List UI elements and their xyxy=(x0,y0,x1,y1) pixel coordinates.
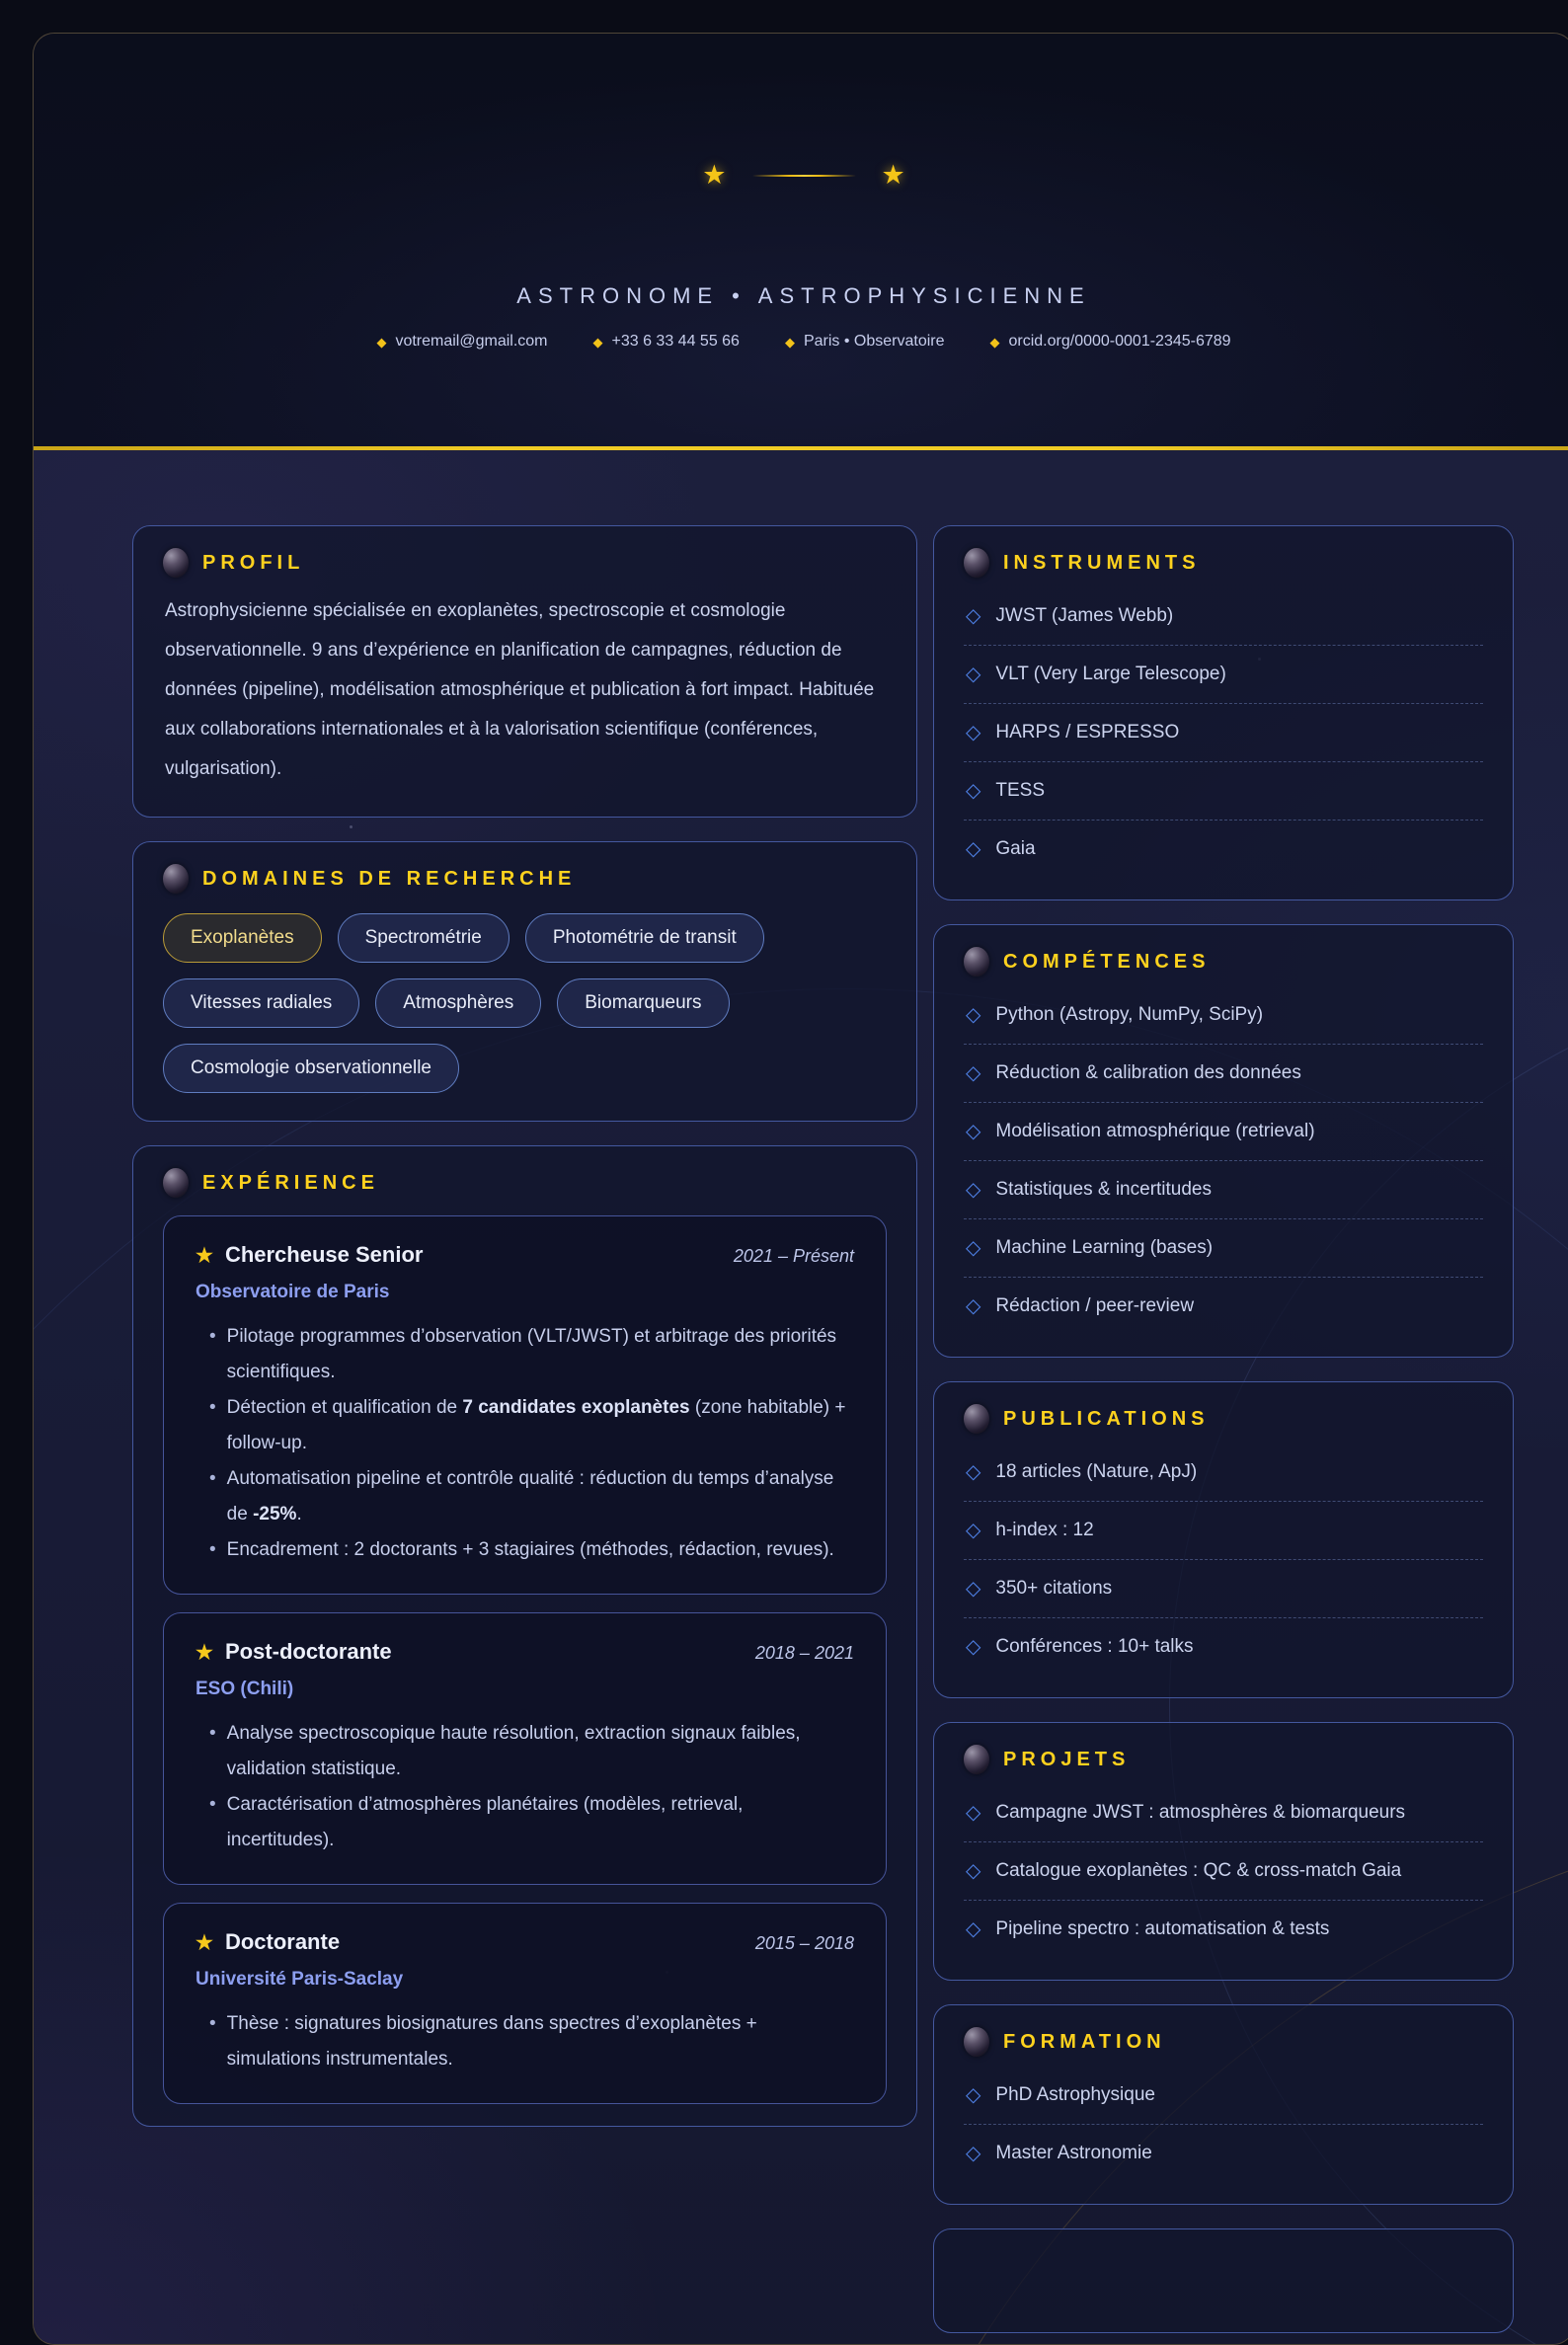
tag-exoplanetes[interactable]: Exoplanètes xyxy=(163,913,322,963)
planet-icon xyxy=(964,548,989,578)
contact-phone-text: +33 6 33 44 55 66 xyxy=(611,333,740,350)
planet-icon xyxy=(163,1168,189,1198)
list-item xyxy=(964,1444,1483,1502)
job-bullet xyxy=(209,1461,854,1532)
bullet-icon: • xyxy=(209,1723,216,1744)
planet-icon xyxy=(964,1745,989,1774)
job-role-text: Post-doctorante xyxy=(224,1639,392,1664)
bullet-icon: • xyxy=(209,1468,216,1489)
list-item xyxy=(964,986,1483,1045)
section-title-row xyxy=(964,947,1483,977)
job-bullets xyxy=(196,1716,854,1858)
list-item-text: 350+ citations xyxy=(995,1578,1113,1599)
section-title: DOMAINES DE RECHERCHE xyxy=(202,867,577,890)
list-item-text: HARPS / ESPRESSO xyxy=(995,722,1180,743)
job-role-text: Doctorante xyxy=(224,1929,341,1954)
bullet-icon: • xyxy=(209,1326,216,1347)
job-head xyxy=(196,1929,854,1955)
list-item xyxy=(964,1842,1483,1901)
diamond-icon: ◆ xyxy=(989,334,1000,350)
diamond-icon: ◆ xyxy=(592,334,603,350)
job-bullet xyxy=(209,1716,854,1787)
job-bullet-text: Caractérisation d’atmosphères planétaires (modèles, retrieval, incertitudes). xyxy=(226,1794,744,1850)
list-item-text: Campagne JWST : atmosphères & biomarqueurs xyxy=(995,1802,1406,1823)
tag-atmospheres[interactable]: Atmosphères xyxy=(375,978,541,1028)
header-subtitle: ASTRONOME • ASTROPHYSICIENNE xyxy=(516,283,1091,308)
diamond-icon: ◇ xyxy=(966,1004,981,1026)
star-icon: ★ xyxy=(702,160,727,190)
job-role-text: Chercheuse Senior xyxy=(224,1242,424,1267)
list-item xyxy=(964,1618,1483,1676)
tag-list xyxy=(163,913,887,1099)
job-bullet-text: Analyse spectroscopique haute résolution, extraction signaux faibles, validation statistique. xyxy=(226,1723,801,1779)
section-title: PUBLICATIONS xyxy=(1003,1407,1210,1430)
job-role xyxy=(196,1929,340,1955)
section-profil xyxy=(132,525,917,818)
list-item xyxy=(964,1278,1483,1335)
diamond-icon: ◇ xyxy=(966,780,981,802)
list-item xyxy=(964,1103,1483,1161)
section-title: INSTRUMENTS xyxy=(1003,551,1201,574)
job-bullets xyxy=(196,2006,854,2077)
tag-spectrometrie[interactable]: Spectrométrie xyxy=(338,913,510,963)
bullet-icon: • xyxy=(209,1397,216,1418)
job-bullet xyxy=(209,1319,854,1390)
section-domaines xyxy=(132,841,917,1122)
section-title-row xyxy=(964,1745,1483,1774)
job-employer: Université Paris-Saclay xyxy=(196,1969,404,1990)
list-item xyxy=(964,821,1483,878)
diamond-icon: ◇ xyxy=(966,664,981,685)
list-item xyxy=(964,587,1483,646)
profil-text: Astrophysicienne spécialisée en exoplanètes, spectroscopie et cosmologie observationnelle. 9 ans d’expérience en planification de campagnes, réduction de données (pipeline), modélisation atmosphérique et publication à fort impact. Habituée aux collaborations internationales et à la valorisation scientifique (conférences, vulgarisation). xyxy=(165,600,875,779)
section-title: EXPÉRIENCE xyxy=(202,1171,379,1194)
job-head xyxy=(196,1242,854,1268)
list-item xyxy=(964,762,1483,821)
list-item-text: Python (Astropy, NumPy, SciPy) xyxy=(995,1004,1264,1025)
contact-email-text: votremail@gmail.com xyxy=(395,333,548,350)
star-divider xyxy=(702,162,904,189)
page-body xyxy=(34,450,1568,2345)
job-card xyxy=(163,1612,887,1885)
bullet-icon: • xyxy=(209,1794,216,1815)
star-icon: ★ xyxy=(196,1641,213,1664)
job-bullet-text: Détection et qualification de 7 candidates exoplanètes (zone habitable) + follow-up. xyxy=(226,1397,846,1453)
diamond-icon: ◇ xyxy=(966,1918,981,1940)
job-employer: ESO (Chili) xyxy=(196,1679,294,1699)
contact-row xyxy=(376,333,1230,351)
divider-line xyxy=(752,175,856,177)
diamond-icon: ◇ xyxy=(966,1237,981,1259)
section-publications xyxy=(933,1381,1514,1698)
list-item xyxy=(964,1784,1483,1842)
job-role xyxy=(196,1639,392,1665)
list-item-text: TESS xyxy=(995,780,1046,801)
list-item-text: Réduction & calibration des données xyxy=(995,1062,1301,1083)
list-item-text: Modélisation atmosphérique (retrieval) xyxy=(995,1121,1315,1141)
list-item-text: Machine Learning (bases) xyxy=(995,1237,1214,1258)
diamond-icon: ◆ xyxy=(376,334,387,350)
section-title: PROFIL xyxy=(202,551,305,574)
list-item-text: JWST (James Webb) xyxy=(995,605,1174,626)
diamond-icon: ◇ xyxy=(966,2143,981,2164)
diamond-icon: ◆ xyxy=(784,334,795,350)
job-bullet xyxy=(209,1532,854,1568)
left-column xyxy=(132,525,917,2150)
diamond-icon: ◇ xyxy=(966,1295,981,1317)
list-item xyxy=(964,1161,1483,1219)
planet-icon xyxy=(163,548,189,578)
tag-cosmologie[interactable]: Cosmologie observationnelle xyxy=(163,1044,459,1093)
section-experience xyxy=(132,1145,917,2127)
job-employer: Observatoire de Paris xyxy=(196,1282,390,1302)
diamond-icon: ◇ xyxy=(966,1461,981,1483)
list-item-text: Gaia xyxy=(995,838,1036,859)
instruments-list xyxy=(964,587,1483,878)
cv-card xyxy=(33,33,1568,2345)
contact-email[interactable] xyxy=(376,333,547,351)
competences-list xyxy=(964,986,1483,1335)
diamond-icon: ◇ xyxy=(966,1636,981,1658)
list-item xyxy=(964,2125,1483,2182)
list-item xyxy=(964,646,1483,704)
section-competences xyxy=(933,924,1514,1358)
diamond-icon: ◇ xyxy=(966,2084,981,2106)
job-role xyxy=(196,1242,423,1268)
header xyxy=(34,34,1568,446)
formation-list xyxy=(964,2067,1483,2182)
list-item-text: PhD Astrophysique xyxy=(995,2084,1155,2105)
job-bullet-text: Thèse : signatures biosignatures dans spectres d’exoplanètes + simulations instrumentales. xyxy=(226,2013,757,2070)
publications-list xyxy=(964,1444,1483,1676)
list-item-text: Master Astronomie xyxy=(995,2143,1152,2163)
list-item-text: Pipeline spectro : automatisation & tests xyxy=(995,1918,1330,1939)
bullet-icon: • xyxy=(209,1539,216,1560)
job-bullet xyxy=(209,2006,854,2077)
section-partial xyxy=(933,2228,1514,2333)
star-icon: ★ xyxy=(196,1931,213,1954)
list-item-text: Rédaction / peer-review xyxy=(995,1295,1195,1316)
section-title: COMPÉTENCES xyxy=(1003,950,1211,973)
bullet-icon: • xyxy=(209,2013,216,2034)
diamond-icon: ◇ xyxy=(966,1802,981,1824)
list-item xyxy=(964,1901,1483,1958)
contact-orcid-text: orcid.org/0000-0001-2345-6789 xyxy=(1008,333,1231,350)
tag-biomarqueurs[interactable]: Biomarqueurs xyxy=(557,978,729,1028)
star-icon: ★ xyxy=(881,160,905,190)
job-head xyxy=(196,1639,854,1665)
section-title-row xyxy=(964,548,1483,578)
planet-icon xyxy=(964,947,989,977)
list-item-text: VLT (Very Large Telescope) xyxy=(995,664,1226,684)
section-projets xyxy=(933,1722,1514,1981)
list-item-text: Statistiques & incertitudes xyxy=(995,1179,1213,1200)
diamond-icon: ◇ xyxy=(966,605,981,627)
contact-orcid[interactable] xyxy=(990,333,1231,351)
right-column xyxy=(933,525,1514,2333)
diamond-icon: ◇ xyxy=(966,1121,981,1142)
tag-vitesses-radiales[interactable]: Vitesses radiales xyxy=(163,978,359,1028)
job-bullet xyxy=(209,1787,854,1858)
projets-list xyxy=(964,1784,1483,1958)
job-card xyxy=(163,1903,887,2104)
section-instruments xyxy=(933,525,1514,900)
list-item xyxy=(964,1560,1483,1618)
diamond-icon: ◇ xyxy=(966,838,981,860)
diamond-icon: ◇ xyxy=(966,1062,981,1084)
diamond-icon: ◇ xyxy=(966,1578,981,1600)
contact-location-text: Paris • Observatoire xyxy=(803,333,945,350)
section-title-row xyxy=(964,1404,1483,1434)
planet-icon xyxy=(163,864,189,894)
list-item xyxy=(964,1502,1483,1560)
star-icon: ★ xyxy=(196,1244,213,1267)
section-title-row xyxy=(163,548,887,578)
planet-icon xyxy=(964,2027,989,2057)
diamond-icon: ◇ xyxy=(966,1179,981,1201)
tag-photometrie[interactable]: Photométrie de transit xyxy=(525,913,764,963)
contact-location[interactable] xyxy=(785,333,945,351)
job-dates: 2021 – Présent xyxy=(733,1245,854,1266)
diamond-icon: ◇ xyxy=(966,1860,981,1882)
job-card xyxy=(163,1215,887,1595)
section-title: PROJETS xyxy=(1003,1748,1131,1770)
diamond-icon: ◇ xyxy=(966,722,981,743)
job-dates: 2018 – 2021 xyxy=(754,1642,854,1663)
section-title-row xyxy=(163,864,887,894)
list-item-text: h-index : 12 xyxy=(995,1520,1094,1540)
list-item xyxy=(964,1219,1483,1278)
job-bullet-text: Pilotage programmes d’observation (VLT/JWST) et arbitrage des priorités scientifiques. xyxy=(226,1326,837,1382)
job-bullet-text: Automatisation pipeline et contrôle qualité : réduction du temps d’analyse de -25%. xyxy=(226,1468,834,1524)
list-item xyxy=(964,1045,1483,1103)
list-item-text: Catalogue exoplanètes : QC & cross-match Gaia xyxy=(995,1860,1402,1881)
contact-phone[interactable] xyxy=(593,333,740,351)
planet-icon xyxy=(964,1404,989,1434)
section-formation xyxy=(933,2004,1514,2205)
job-bullet-text: Encadrement : 2 doctorants + 3 stagiaires (méthodes, rédaction, revues). xyxy=(226,1539,834,1560)
section-title: FORMATION xyxy=(1003,2030,1166,2053)
job-bullets xyxy=(196,1319,854,1568)
job-bullet xyxy=(209,1390,854,1461)
section-title-row xyxy=(163,1168,887,1198)
job-dates: 2015 – 2018 xyxy=(754,1932,854,1953)
section-title-row xyxy=(964,2027,1483,2057)
list-item xyxy=(964,2067,1483,2125)
list-item-text: 18 articles (Nature, ApJ) xyxy=(995,1461,1198,1482)
list-item-text: Conférences : 10+ talks xyxy=(995,1636,1194,1657)
list-item xyxy=(964,704,1483,762)
diamond-icon: ◇ xyxy=(966,1520,981,1541)
